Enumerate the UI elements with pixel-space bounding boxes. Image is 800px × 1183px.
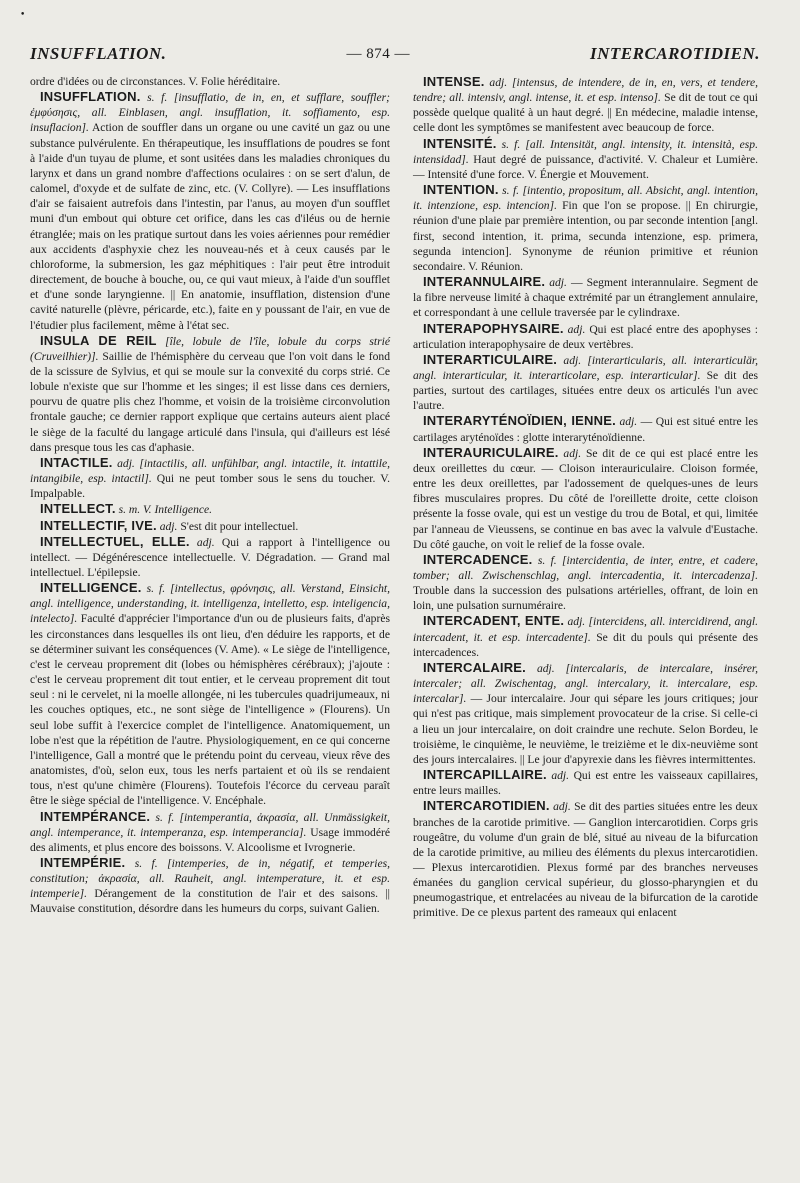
dictionary-entry <box>30 534 390 580</box>
entry-headword: INSUFFLATION. <box>40 89 141 105</box>
entry-etymology: adj. <box>619 415 638 429</box>
entry-definition: Qui est placé entre des apophyses : articulation interapophysaire de deux vertèbres. <box>413 322 758 351</box>
entry-headword: INTEMPÉRANCE. <box>40 808 151 824</box>
entry-definition: Qui a rapport à l'intelligence ou intellect. — Dégénérescence intellectuelle. V. Dégradation. — Grand mal intellectuel. L'épilepsie. <box>30 535 391 579</box>
dictionary-entry <box>413 798 758 920</box>
entry-headword: INTELLECT. <box>40 501 116 517</box>
entry-headword: INTERANNULAIRE. <box>423 274 546 290</box>
entry-definition: Qui ne peut tomber sous le sens du toucher. V. Impalpable. <box>30 472 390 501</box>
entry-definition: Fin que l'on se propose. || En chirurgie, réunion d'une plaie par première intention, ou par seconde intention [angl. first, second intention, it. prima, secunda intenzione, esp. primera, segunda intencion]. Synonyme de réunion primitive et réunion secondaire. V. Réunion. <box>413 199 759 273</box>
entry-headword: INSULA DE REIL <box>40 332 157 348</box>
page-number: — 874 — <box>346 45 410 62</box>
entry-etymology: adj. [interarticularis, all. interarticulär, angl. interarticular, it. interarticolare, esp. interarticular]. <box>413 353 758 382</box>
entry-headword: INTERAURICULAIRE. <box>423 444 559 460</box>
dictionary-entry <box>30 74 390 89</box>
entry-etymology: s. f. [intemperies, de in, négatif, et temperies, constitution; ἀκρασία, all. Rauheit, angl. intemperature, it. et esp. intemperie]. <box>30 856 390 901</box>
dictionary-entry <box>30 855 390 917</box>
entry-headword: INTERAPOPHYSAIRE. <box>423 320 564 336</box>
dictionary-entry <box>30 333 390 455</box>
entry-etymology: adj. [intactilis, all. unfühlbar, angl. intactile, it. intattile, intangibile, esp. intactil]. <box>30 456 390 486</box>
entry-headword: INTEMPÉRIE. <box>40 854 126 870</box>
entry-headword: INTENTION. <box>423 182 499 198</box>
entry-etymology: s. f. [all. Intensität, angl. intensity, it. intensità, esp. intensidad]. <box>413 137 758 166</box>
header-right-word: INTERCAROTIDIEN. <box>589 44 760 63</box>
entry-definition: Saillie de l'hémisphère du cerveau que l'on voit dans le fond de la scissure de Sylvius, et qui se moule sur la convexité du corps strié. Ce lobule n'existe que sur l'homme et les singes; il est lisse dans ces derniers, pourvu de quatre plis chez l'homme, et voisin de la troisième circonvolution frontale gauche; ce dernier rapport explique que certains auteurs aient placé le siège de la faculté du langage articulé dans l'insula, qui d'ailleurs est lésé dans presque tous les cas d'aphasie. <box>30 349 390 454</box>
entry-definition: — Qui est situé entre les cartilages aryténoïdes : glotte interaryténoïdienne. <box>413 415 758 444</box>
entry-definition: — Segment interannulaire. Segment de la fibre nerveuse limité à chaque extrémité par un étranglement annulaire, et correspondant à une cellule traversée par le cylindraxe. <box>413 276 758 320</box>
entry-headword: INTENSE. <box>423 74 485 89</box>
entry-definition: S'est dit pour intellectuel. <box>180 519 299 533</box>
entry-definition: ordre d'idées ou de circonstances. V. Folie héréditaire. <box>30 75 281 88</box>
entry-etymology: adj. <box>563 446 582 460</box>
dictionary-entry <box>413 136 758 182</box>
right-column <box>413 74 758 921</box>
entry-etymology: adj. <box>196 535 215 549</box>
entry-etymology: s. f. [insufflatio, de in, en, et sufflare, souffler; ἐμφύσησις, all. Einblasen, angl. insufflation, it. soffiamento, esp. insuflacion]. <box>30 91 390 135</box>
dictionary-entry <box>413 74 758 136</box>
header-left-word: INSUFFLATION. <box>30 44 167 63</box>
entry-headword: INTERCADENT, ENTE. <box>423 613 565 629</box>
dictionary-entry <box>413 767 758 798</box>
entry-headword: INTERCALAIRE. <box>423 659 526 675</box>
entry-headword: INTACTILE. <box>40 454 113 470</box>
entry-etymology: adj. [intercidens, all. intercidirend, angl. intercadent, it. et esp. intercadente]. <box>413 615 758 644</box>
dictionary-entry <box>413 321 758 352</box>
dictionary-entry <box>413 274 758 320</box>
dictionary-entry <box>413 552 758 614</box>
page-header <box>30 40 760 68</box>
entry-definition: Se dit de ce qui est placé entre les deux oreillettes du cœur. — Cloison interauriculaire. Cloison formée, entre les deux oreillettes, par l'adossement de quelques-unes de leurs fibres musculaires propres. Du côté de l'oreillette droite, cette cloison présente la fosse ovale, qui est un vestige du trou de Botal, et qui, limitée par l'anneau de Vieussens, se continue en bas avec la valvule d'Eustache. Du côté gauche, on voit le relief de la fosse ovale. <box>413 446 758 551</box>
entry-etymology: s. f. [intercidentia, de inter, entre, et cadere, tomber; all. Zwischenschlag, angl. intercadentia, it. intercadenza]. <box>413 553 758 582</box>
entry-headword: INTERCAROTIDIEN. <box>423 798 550 814</box>
entry-definition: Haut degré de puissance, d'activité. V. Chaleur et Lumière. — Intensité d'une force. V. Énergie et Mouvement. <box>413 152 759 181</box>
dictionary-entry <box>30 501 390 517</box>
entry-definition: Se dit de tout ce qui possède quelque qualité à un haut degré. || En médecine, maladie intense, celle dont les symptômes se manifestent avec beaucoup de force. <box>413 91 758 135</box>
entry-definition: Usage immodéré des aliments, et plus encore des boissons. V. Alcoolisme et Ivrognerie. <box>30 825 390 854</box>
left-column <box>30 74 390 917</box>
dictionary-entry <box>413 613 758 659</box>
dictionary-entry <box>30 455 390 501</box>
dictionary-entry <box>413 445 758 552</box>
entry-headword: INTERCAPILLAIRE. <box>423 767 547 783</box>
entry-headword: INTELLIGENCE. <box>40 580 142 596</box>
dictionary-entry <box>30 809 390 855</box>
entry-headword: INTELLECTIF, IVE. <box>40 517 157 533</box>
dictionary-entry <box>413 660 758 767</box>
entry-etymology: adj. <box>551 769 570 783</box>
entry-etymology: s. f. [intemperantia, ἀκρασία, all. Unmässigkeit, angl. intemperance, it. intemperanza, esp. intemperancia]. <box>30 810 390 839</box>
entry-headword: INTENSITÉ. <box>423 135 497 151</box>
entry-headword: INTERARTICULAIRE. <box>423 351 558 367</box>
entry-definition: Se dit des parties, surtout des cartilages, situées entre deux os articulés l'un avec l'autre. <box>413 368 758 413</box>
dictionary-entry <box>413 413 758 444</box>
entry-etymology: s. f. [intellectus, φρόνησις, all. Verstand, Einsicht, angl. intelligence, understanding, it. intelligenza, intelletto, esp. inteligencia, intelecto]. <box>30 582 391 626</box>
entry-definition: Qui est entre les vaisseaux capillaires, entre leurs mailles. <box>413 769 759 798</box>
entry-definition: Trouble dans la succession des pulsations artérielles, offrant, de loin en loin, une pulsation surnuméraire. <box>413 584 758 613</box>
entry-etymology: adj. <box>159 519 178 533</box>
entry-definition: Action de souffler dans un organe ou une cavité un gaz ou une substance pulvérulente. En thérapeutique, les insufflations de poudres se font à l'aide d'un tuyau de plume, et sont usitées dans les maladies chroniques du larynx et dans un grand nombre d'affections oculaires : on se sert d'alun, de calomel, d'oxyde et de sulfate de zinc, etc. (V. Collyre). — Les insufflations d'air se faisaient autrefois dans l'intestin, par l'anus, au moyen d'un soufflet muni d'un embout qui obture cet orifice, dans les cas d'iléus ou de hernie étranglée; mais on les pratique surtout dans les voies aériennes pour remédier aux accidents d'asphyxie chez les nouveau-nés et à ceux causés par le chloroforme, la submersion, les gaz méphitiques : l'air peut être introduit directement, de bouche à bouche, ou, ce qui vaut mieux, à l'aide d'un soufflet et d'une sonde laryngienne. || En anatomie, insufflation, distension d'une cavité naturelle (plèvre, péricarde, etc.), faite en y poussant de l'air, en vue de l'étudier plus facilement, même à l'état sec. <box>30 121 390 332</box>
entry-headword: INTERARYTÉNOÏDIEN, IENNE. <box>423 413 616 429</box>
entry-etymology: s. f. [intentio, propositum, all. Absicht, angl. intention, it. intenzione, esp. intencion]. <box>413 184 758 213</box>
entry-etymology: s. m. V. Intelligence. <box>118 503 213 517</box>
entry-etymology: adj. [intercalaris, de intercalare, insérer, intercaler; all. Zwischentag, angl. intercalary, it. intercalare, esp. intercalar]. <box>413 661 758 706</box>
entry-etymology: adj. <box>567 322 586 336</box>
entry-etymology: [île, lobule de l'île, lobule du corps strié (Cruveilhier)]. <box>30 334 391 363</box>
entry-headword: INTERCADENCE. <box>423 551 533 567</box>
dictionary-entry <box>413 352 758 414</box>
entry-etymology: adj. [intensus, de intendere, de in, en, vers, et tendere, tendre; all. intensiv, angl. intense, it. et esp. intenso]. <box>413 76 758 105</box>
entry-definition: Faculté d'apprécier l'importance d'un ou de plusieurs faits, d'après les circonstances dans lesquelles ils ont lieu, d'en déduire les rapports, et de se déterminer suivant les conséquences (V. Ame). « Le siège de l'intelligence, c'est le cerveau proprement dit (lobes ou hémisphères cérébraux); j'ajoute : c'est le cerveau proprement dit tout entier, et le cerveau proprement dit tout seul : ni le cervelet, ni la moelle allongée, ni les tubercules quadrijumeaux, ni les couches optiques, etc., ne sont siège de l'intelligence » (Flourens). Un seul lobe suffit à l'exercice complet de l'intelligence. Anatomiquement, un lobe n'est que la répétition de l'autre. Physiologiquement, en ce qui concerne l'intelligence, Gall a montré que le prétendu point du cerveau, vieux rêve des anatomistes, d'où, selon eux, tous les nerfs partaient et où ils se rendaient tous, n'est qu'une chimère (Flourens). Toutefois l'écorce du cerveau paraît être le siège spécial de l'intelligence. V. Encéphale. <box>30 612 390 808</box>
entry-definition: Se dit des parties situées entre les deux branches de la carotide primitive. — Ganglion intercarotidien. Corps gris rougeâtre, du volume d'un grain de blé, situé au niveau de la bifurcation de la carotide primitive, au milieu des éléments du plexus intercarotidien. — Plexus intercarotidien. Plexus formé par des branches nerveuses émanées du ganglion cervical supérieur, du glosso-pharyngien et du pneumogastrique, et entrelacées au niveau de la bifurcation de la carotide primitive. De ce plexus partent des rameaux qui enlacent <box>413 800 758 920</box>
dictionary-entry <box>30 89 390 333</box>
dictionary-entry <box>30 580 390 808</box>
entry-etymology: adj. <box>549 276 567 290</box>
entry-definition: Dérangement de la constitution de l'air et des saisons. || Mauvaise constitution, désordre dans les humeurs du corps, suivant Galien. <box>30 887 390 916</box>
entry-etymology: adj. <box>553 800 571 814</box>
entry-definition: Se dit du pouls qui présente des intercadences. <box>413 630 758 659</box>
entry-headword: INTELLECTUEL, ELLE. <box>40 533 190 549</box>
page-mark: • <box>20 10 26 20</box>
entry-definition: — Jour intercalaire. Jour qui sépare les jours critiques; jour qui n'est pas critique, mais simplement provocateur de la crise. Si celle-ci a lieu un jour intercalaire, on doit craindre une rechute. Selon Bordeu, le troisième, le cinquième, le neuvième, le treizième et le dix-neuvième sont des jours intercalaires. || Le jour d'apyrexie dans les fièvres intermittentes. <box>413 692 758 766</box>
dictionary-entry <box>30 518 390 534</box>
dictionary-entry <box>413 182 758 274</box>
